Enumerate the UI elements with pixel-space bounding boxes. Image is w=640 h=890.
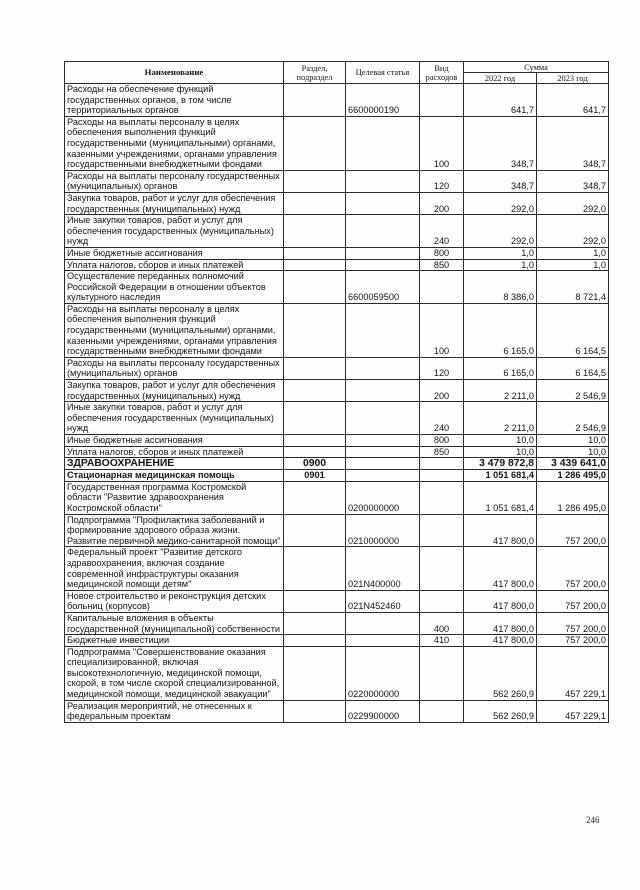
cell-name: Иные бюджетные ассигнования: [65, 247, 284, 259]
table-row: [65, 547, 609, 590]
cell-target: [346, 402, 420, 435]
table-row: [65, 646, 609, 700]
table-row: [65, 247, 609, 259]
cell-kind: 200: [420, 192, 464, 214]
cell-target: [346, 215, 420, 248]
cell-sum-2023: 3 439 641,0: [537, 458, 609, 470]
cell-sum-2022: 6 165,0: [464, 357, 537, 379]
cell-section: [284, 446, 346, 458]
cell-section: [284, 700, 346, 722]
cell-sum-2022: 562 260,9: [464, 646, 537, 700]
cell-kind: [420, 458, 464, 470]
cell-sum-2023: 757 200,0: [537, 514, 609, 547]
cell-sum-2022: 292,0: [464, 215, 537, 248]
cell-name: Иные бюджетные ассигнования: [65, 435, 284, 447]
cell-sum-2022: 10,0: [464, 446, 537, 458]
cell-target: 0229900000: [346, 700, 420, 722]
cell-section: [284, 170, 346, 192]
cell-target: [346, 612, 420, 634]
cell-kind: [420, 470, 464, 482]
cell-name: Уплата налогов, сборов и иных платежей: [65, 446, 284, 458]
cell-section: [284, 547, 346, 590]
cell-section: [284, 116, 346, 170]
table-row: [65, 446, 609, 458]
cell-sum-2022: 417 800,0: [464, 590, 537, 612]
cell-section: [284, 635, 346, 647]
cell-target: [346, 259, 420, 271]
table-row: [65, 357, 609, 379]
cell-kind: 850: [420, 446, 464, 458]
cell-target: [346, 357, 420, 379]
cell-sum-2023: 757 200,0: [537, 590, 609, 612]
cell-name: Расходы на обеспечение функций государственных органов, в том числе территориальных органов: [65, 84, 284, 117]
cell-target: [346, 446, 420, 458]
cell-sum-2023: 348,7: [537, 116, 609, 170]
header-year-2023: 2023 год: [537, 73, 609, 84]
table-row: [65, 590, 609, 612]
table-row: [65, 192, 609, 214]
cell-sum-2023: 1,0: [537, 247, 609, 259]
cell-section: [284, 402, 346, 435]
cell-sum-2023: 641,7: [537, 84, 609, 117]
table-row: [65, 215, 609, 248]
cell-name: ЗДРАВООХРАНЕНИЕ: [65, 458, 284, 470]
cell-sum-2022: 1,0: [464, 247, 537, 259]
table-row: [65, 116, 609, 170]
cell-name: Подпрограмма "Совершенствование оказания специализированной, включая высокотехнологичную, медицинской помощи, скорой, в том числе скорой специализированной, медицинской помощи, медицинской эвакуации": [65, 646, 284, 700]
cell-sum-2023: 10,0: [537, 446, 609, 458]
cell-name: Расходы на выплаты персоналу в целях обеспечения выполнения функций государственными (муниципальными) органами, казенными учреждениями, органами управления государственными внебюджетными фондами: [65, 303, 284, 357]
cell-kind: 410: [420, 635, 464, 647]
cell-kind: 240: [420, 215, 464, 248]
table-row: [65, 170, 609, 192]
table-body: [65, 84, 609, 723]
table-row: [65, 84, 609, 117]
cell-sum-2022: 417 800,0: [464, 612, 537, 634]
cell-sum-2022: 3 479 872,8: [464, 458, 537, 470]
header-target: Целевая статья: [346, 62, 420, 84]
cell-sum-2023: 2 546,9: [537, 380, 609, 402]
cell-section: [284, 192, 346, 214]
cell-sum-2023: 6 164,5: [537, 303, 609, 357]
cell-sum-2023: 757 200,0: [537, 612, 609, 634]
table-row: [65, 700, 609, 722]
header-year-2022: 2022 год: [464, 73, 537, 84]
cell-sum-2022: 6 165,0: [464, 303, 537, 357]
table-header: [65, 62, 609, 84]
cell-name: Капитальные вложения в объекты государственной (муниципальной) собственности: [65, 612, 284, 634]
cell-kind: 120: [420, 170, 464, 192]
header-section: Раздел, подраздел: [284, 62, 346, 84]
cell-section: [284, 215, 346, 248]
cell-name: Стационарная медицинская помощь: [65, 470, 284, 482]
cell-sum-2022: 292,0: [464, 192, 537, 214]
cell-kind: 800: [420, 435, 464, 447]
cell-sum-2022: 348,7: [464, 170, 537, 192]
cell-target: 6600059500: [346, 271, 420, 304]
cell-name: Государственная программа Костромской области "Развитие здравоохранения Костромской области": [65, 481, 284, 514]
cell-target: 021N452460: [346, 590, 420, 612]
cell-sum-2022: 2 211,0: [464, 380, 537, 402]
cell-sum-2022: 562 260,9: [464, 700, 537, 722]
cell-name: Иные закупки товаров, работ и услуг для обеспечения государственных (муниципальных) нужд: [65, 215, 284, 248]
cell-section: [284, 435, 346, 447]
cell-sum-2022: 348,7: [464, 116, 537, 170]
cell-sum-2022: 417 800,0: [464, 547, 537, 590]
cell-sum-2022: 1,0: [464, 259, 537, 271]
table-row: [65, 458, 609, 470]
cell-name: Расходы на выплаты персоналу государственных (муниципальных) органов: [65, 170, 284, 192]
cell-sum-2023: 348,7: [537, 170, 609, 192]
cell-kind: [420, 646, 464, 700]
cell-section: [284, 612, 346, 634]
cell-target: [346, 435, 420, 447]
cell-kind: [420, 84, 464, 117]
table-row: [65, 514, 609, 547]
header-name: Наименование: [65, 62, 284, 84]
cell-sum-2023: 457 229,1: [537, 700, 609, 722]
cell-name: Федеральный проект "Развитие детского здравоохранения, включая создание современной инфраструктуры оказания медицинской помощи детям": [65, 547, 284, 590]
cell-sum-2023: 292,0: [537, 192, 609, 214]
cell-target: [346, 458, 420, 470]
cell-target: 021N400000: [346, 547, 420, 590]
cell-kind: 120: [420, 357, 464, 379]
cell-sum-2023: 8 721,4: [537, 271, 609, 304]
cell-section: [284, 247, 346, 259]
cell-target: [346, 192, 420, 214]
cell-sum-2023: 757 200,0: [537, 635, 609, 647]
cell-name: Новое строительство и реконструкция детских больниц (корпусов): [65, 590, 284, 612]
cell-section: [284, 259, 346, 271]
cell-name: Расходы на выплаты персоналу в целях обеспечения выполнения функций государственными (муниципальными) органами, казенными учреждениями, органами управления государственными внебюджетными фондами: [65, 116, 284, 170]
cell-kind: 850: [420, 259, 464, 271]
cell-target: [346, 170, 420, 192]
cell-kind: [420, 481, 464, 514]
cell-kind: [420, 700, 464, 722]
cell-kind: [420, 547, 464, 590]
cell-sum-2023: 10,0: [537, 435, 609, 447]
cell-section: 0901: [284, 470, 346, 482]
cell-section: [284, 271, 346, 304]
cell-section: [284, 357, 346, 379]
table-row: [65, 303, 609, 357]
cell-section: 0900: [284, 458, 346, 470]
table-row: [65, 271, 609, 304]
cell-name: Реализация мероприятий, не отнесенных к федеральным проектам: [65, 700, 284, 722]
cell-name: Закупка товаров, работ и услуг для обеспечения государственных (муниципальных) нужд: [65, 192, 284, 214]
cell-target: [346, 380, 420, 402]
cell-name: Иные закупки товаров, работ и услуг для обеспечения государственных (муниципальных) нужд: [65, 402, 284, 435]
cell-section: [284, 646, 346, 700]
cell-kind: [420, 271, 464, 304]
table-row: [65, 635, 609, 647]
cell-sum-2023: 6 164,5: [537, 357, 609, 379]
cell-sum-2023: 1,0: [537, 259, 609, 271]
cell-kind: 100: [420, 303, 464, 357]
cell-target: [346, 247, 420, 259]
cell-kind: 100: [420, 116, 464, 170]
table-row: [65, 612, 609, 634]
cell-section: [284, 590, 346, 612]
cell-sum-2023: 457 229,1: [537, 646, 609, 700]
cell-sum-2023: 1 286 495,0: [537, 481, 609, 514]
cell-section: [284, 380, 346, 402]
header-kind: Вид расходов: [420, 62, 464, 84]
cell-kind: [420, 590, 464, 612]
cell-kind: 240: [420, 402, 464, 435]
table-row: [65, 259, 609, 271]
cell-sum-2022: 417 800,0: [464, 514, 537, 547]
cell-kind: 200: [420, 380, 464, 402]
cell-target: 0200000000: [346, 481, 420, 514]
page-number: 246: [586, 815, 600, 825]
table-row: [65, 481, 609, 514]
cell-sum-2022: 417 800,0: [464, 635, 537, 647]
cell-kind: 800: [420, 247, 464, 259]
cell-section: [284, 84, 346, 117]
cell-sum-2023: 1 286 495,0: [537, 470, 609, 482]
cell-target: 0220000000: [346, 646, 420, 700]
cell-section: [284, 303, 346, 357]
table-row: [65, 470, 609, 482]
table-row: [65, 435, 609, 447]
cell-target: [346, 635, 420, 647]
cell-sum-2023: 757 200,0: [537, 547, 609, 590]
cell-sum-2022: 641,7: [464, 84, 537, 117]
cell-sum-2022: 10,0: [464, 435, 537, 447]
cell-target: [346, 116, 420, 170]
cell-target: 6600000190: [346, 84, 420, 117]
table-row: [65, 380, 609, 402]
cell-section: [284, 481, 346, 514]
cell-sum-2022: 8 386,0: [464, 271, 537, 304]
cell-kind: [420, 514, 464, 547]
cell-sum-2023: 2 546,9: [537, 402, 609, 435]
cell-name: Расходы на выплаты персоналу государственных (муниципальных) органов: [65, 357, 284, 379]
header-sum: Сумма: [464, 62, 609, 73]
cell-section: [284, 514, 346, 547]
cell-name: Уплата налогов, сборов и иных платежей: [65, 259, 284, 271]
cell-sum-2022: 1 051 681,4: [464, 470, 537, 482]
cell-target: 0210000000: [346, 514, 420, 547]
cell-target: [346, 470, 420, 482]
cell-sum-2022: 1 051 681,4: [464, 481, 537, 514]
cell-name: Бюджетные инвестиции: [65, 635, 284, 647]
cell-name: Осуществление переданных полномочий Российской Федерации в отношении объектов культурного наследия: [65, 271, 284, 304]
cell-sum-2022: 2 211,0: [464, 402, 537, 435]
table-row: [65, 402, 609, 435]
cell-target: [346, 303, 420, 357]
cell-sum-2023: 292,0: [537, 215, 609, 248]
budget-table: [64, 61, 609, 723]
cell-kind: 400: [420, 612, 464, 634]
cell-name: Подпрограмма "Профилактика заболеваний и формирование здорового образа жизни. Развитие первичной медико-санитарной помощи": [65, 514, 284, 547]
cell-name: Закупка товаров, работ и услуг для обеспечения государственных (муниципальных) нужд: [65, 380, 284, 402]
